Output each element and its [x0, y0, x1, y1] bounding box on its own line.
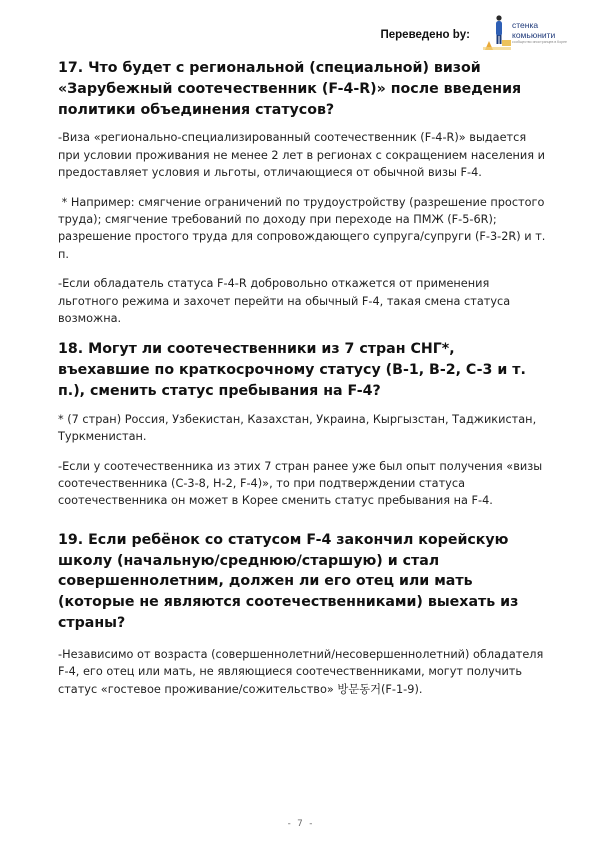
- section-19-title: 19. Если ребёнок со статусом F-4 закончил корейскую школу (начальную/среднюю/старшую) и стал совершеннолетним, должен ли его отец или мать (которые не являются соотечественниками) выехать из страны?: [58, 531, 519, 632]
- translated-by-label: Переведено by:: [380, 29, 470, 41]
- faq-content: [58, 58, 550, 698]
- section-17-title: 17. Что будет с региональной (специальной) визой «Зарубежный соотечественник (F-4-R)» после введения политики объединения статусов?: [58, 60, 522, 118]
- section-17-paragraph-3: -Если обладатель статуса F-4-R добровольно откажется от применения льготного режима и захочет перейти на обычный F-4, такая смена статуса возможна.: [58, 277, 511, 326]
- stenka-community-logo: [482, 14, 578, 52]
- section-17-paragraph-2: * Например: смягчение ограничений по трудоустройству (разрешение простого труда); смягчение требований по доходу при переходе на ПМЖ (F-5-6R); разрешение простого труда для сопровождающего супруга/супруги (F-3-2R) и т. п.: [58, 195, 549, 261]
- section-18-paragraph-1: * (7 стран) Россия, Узбекистан, Казахстан, Украина, Кыргызстан, Таджикистан, Туркменистан.: [58, 412, 537, 444]
- section-18-paragraph-2: -Если у соотечественника из этих 7 стран ранее уже был опыт получения «визы соотечественника (C-3-8, H-2, F-4)», то при подтверждении статуса соотечественника он может в Корее сменить статус пребывания на F-4.: [58, 459, 543, 508]
- logo-line1: стенка: [512, 20, 539, 30]
- section-18-title: 18. Могут ли соотечественники из 7 стран СНГ*, въехавшие по краткосрочному статусу (B-1, B-2, C-3 и т. п.), сменить статус пребывания на F-4?: [58, 341, 526, 400]
- section-17-paragraph-1: -Виза «регионально-специализированный соотечественник (F-4-R)» выдается при условии проживания не менее 2 лет в регионах с сокращением населения и предоставляет условия и льготы, отличающиеся от обычной визы F-4.: [58, 131, 545, 180]
- page-number: - 7 -: [286, 819, 314, 829]
- logo-tagline: сообщество иностранцев в Корее: [512, 40, 567, 44]
- section-19-paragraph-1: -Независимо от возраста (совершеннолетний/несовершеннолетний) обладателя F-4, его отец или мать, не являющиеся соотечественниками, могут получить статус «гостевое проживание/сожительство» 방문동거(F-1-9).: [58, 647, 544, 696]
- header: [380, 14, 578, 52]
- logo-line2: комьюнити: [512, 30, 556, 40]
- logo-figures-icon: [482, 14, 512, 52]
